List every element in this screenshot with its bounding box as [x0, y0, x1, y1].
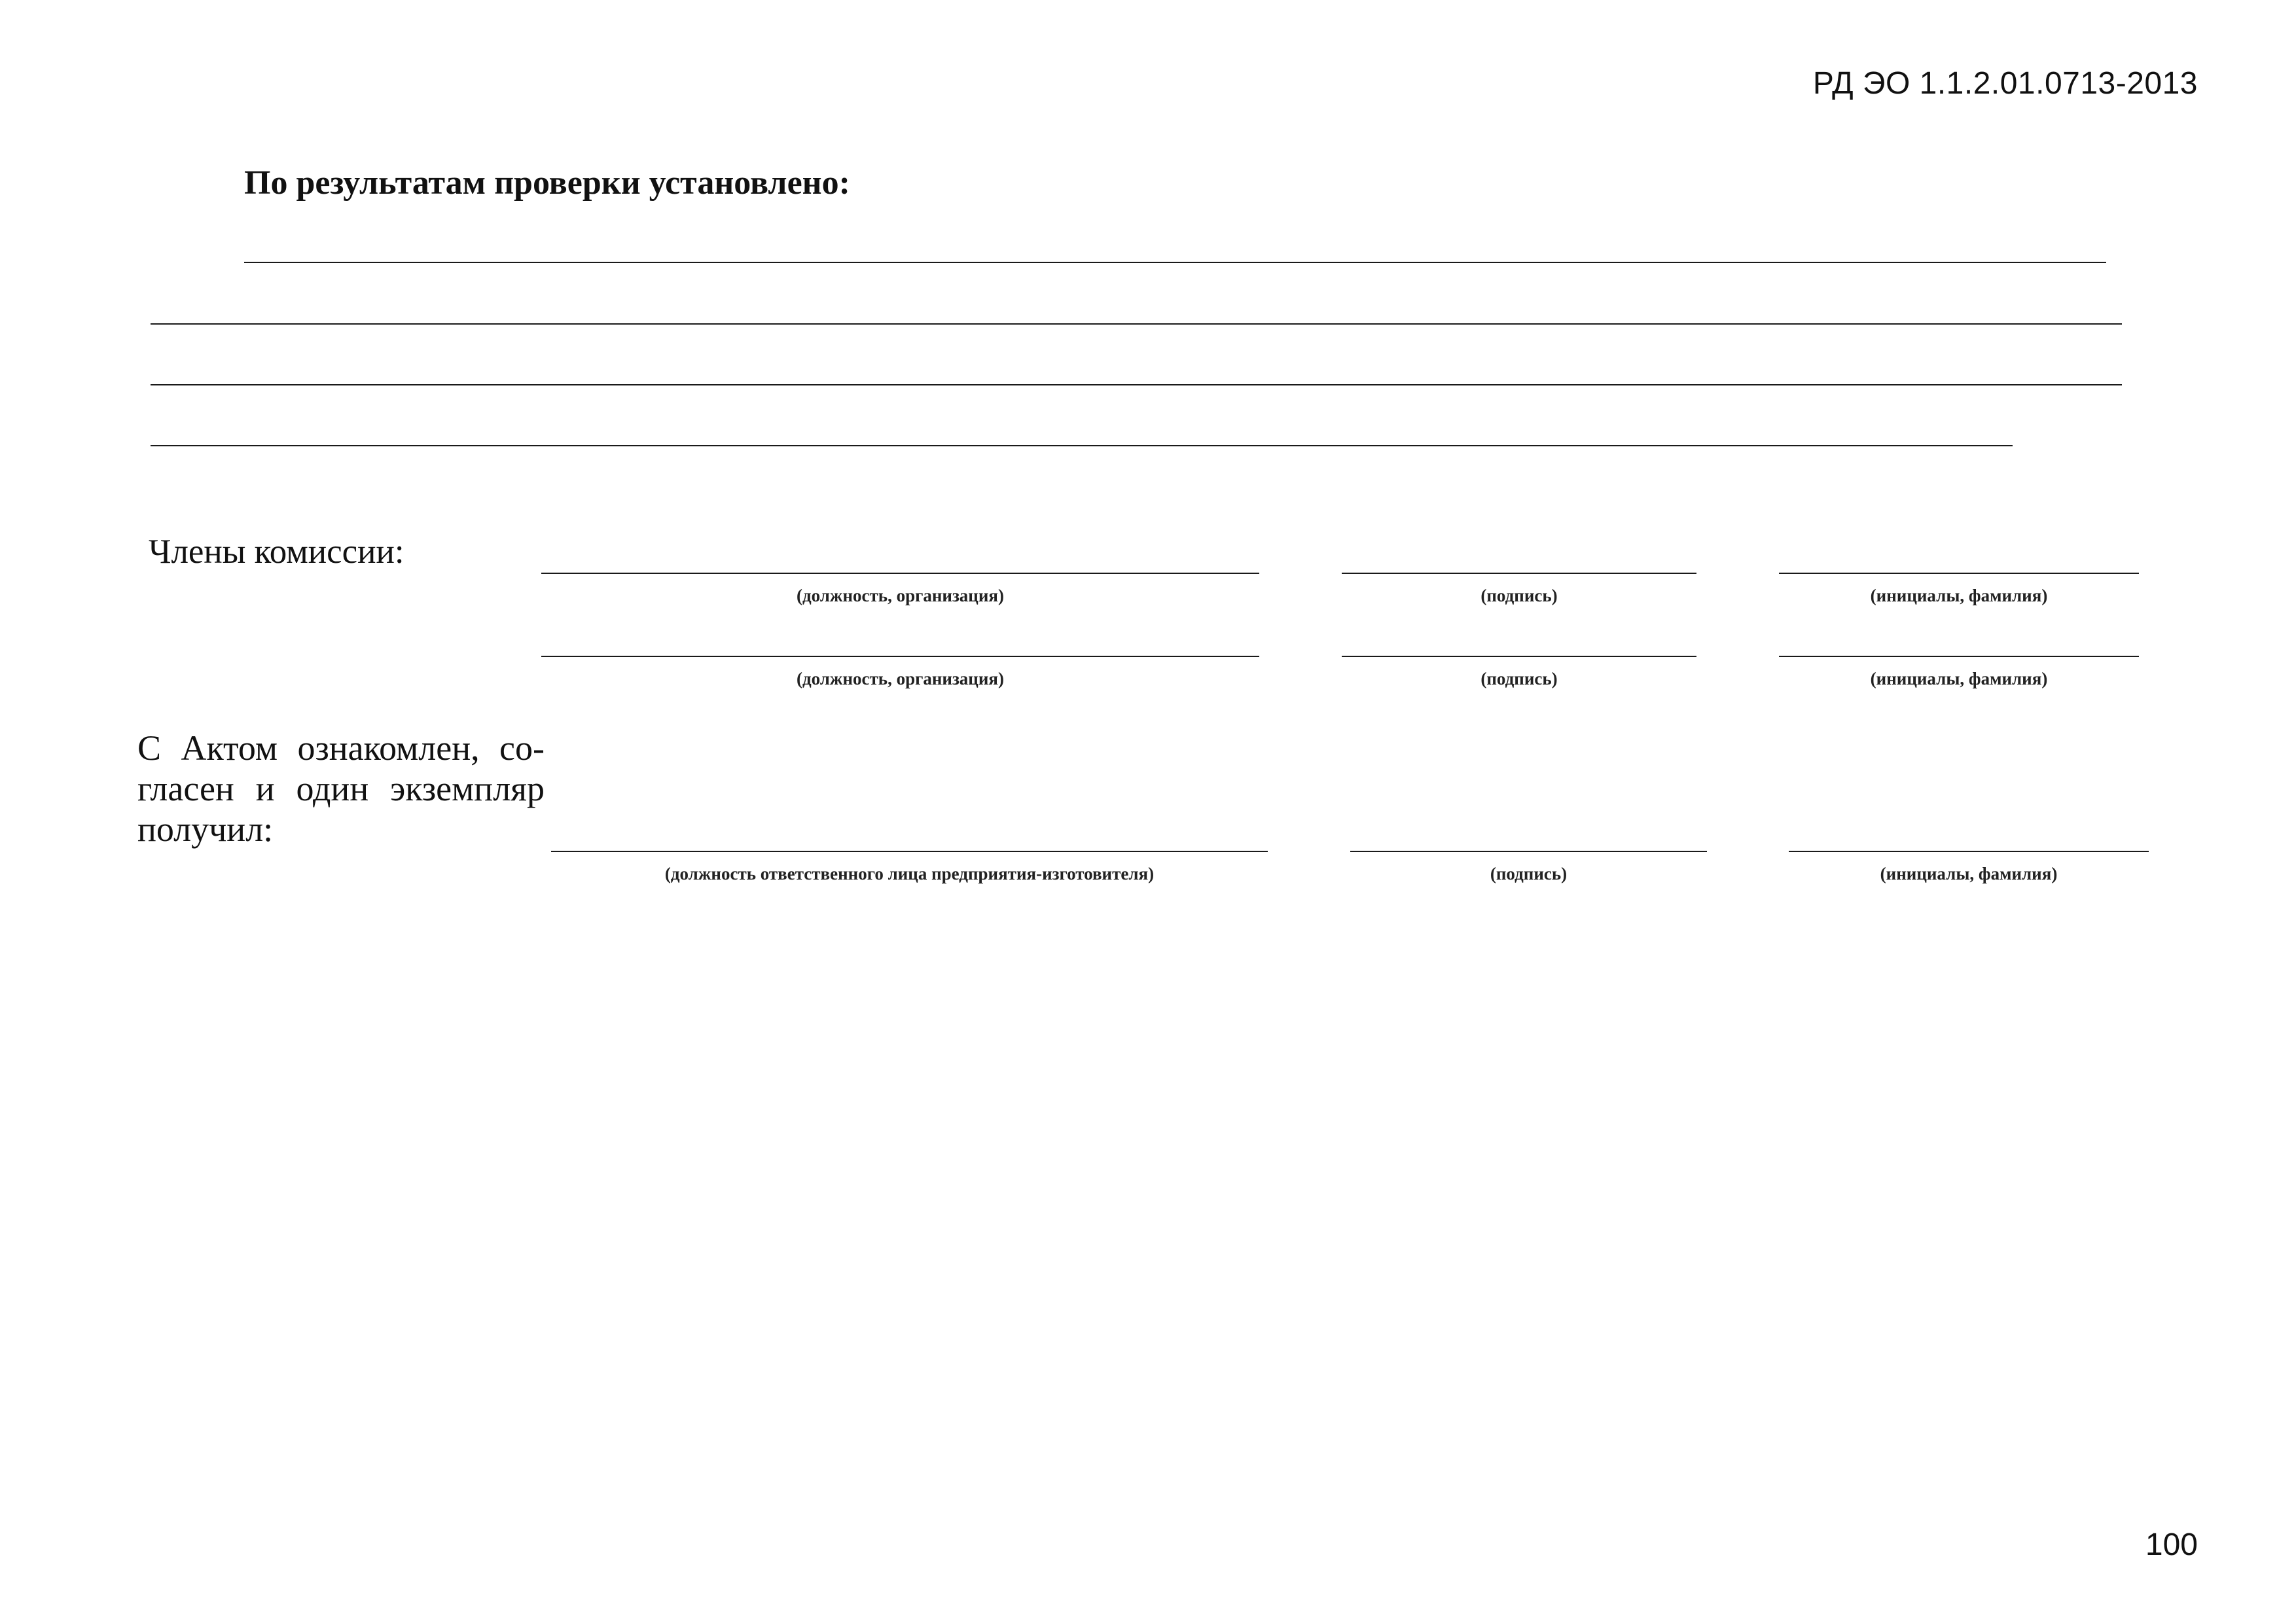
member-1-name-caption: (инициалы, фамилия) — [1870, 586, 2048, 605]
member-1-position-caption: (должность, организация) — [796, 586, 1005, 605]
ack-name-field[interactable] — [1789, 851, 2149, 852]
document-code: РД ЭО 1.1.2.01.0713-2013 — [1812, 66, 2198, 101]
member-2-name-field[interactable] — [1779, 656, 2139, 657]
findings-heading: По результатам проверки установлено: — [244, 164, 850, 202]
ack-signature-field[interactable] — [1350, 851, 1707, 852]
ack-position-caption: (должность ответственного лица предприятия-изготовителя) — [664, 864, 1155, 883]
member-2-position-field[interactable] — [541, 656, 1259, 657]
findings-line-4[interactable] — [151, 445, 2013, 446]
acknowledgement-label: С Актом ознакомлен, со-гласен и один экземпляр получил: — [137, 728, 545, 849]
member-1-name-field[interactable] — [1779, 573, 2139, 574]
member-2-position-caption: (должность, организация) — [796, 669, 1005, 688]
findings-line-3[interactable] — [151, 384, 2122, 385]
member-2-signature-caption: (подпись) — [1480, 669, 1558, 688]
member-1-position-field[interactable] — [541, 573, 1259, 574]
member-2-signature-field[interactable] — [1342, 656, 1696, 657]
member-1-signature-field[interactable] — [1342, 573, 1696, 574]
member-1-signature-caption: (подпись) — [1480, 586, 1558, 605]
page-number: 100 — [2145, 1527, 2198, 1562]
findings-line-1[interactable] — [244, 262, 2106, 263]
ack-position-field[interactable] — [551, 851, 1268, 852]
ack-signature-caption: (подпись) — [1490, 864, 1568, 883]
ack-name-caption: (инициалы, фамилия) — [1880, 864, 2058, 883]
commission-members-label: Члены комиссии: — [149, 533, 404, 571]
member-2-name-caption: (инициалы, фамилия) — [1870, 669, 2048, 688]
findings-line-2[interactable] — [151, 323, 2122, 325]
